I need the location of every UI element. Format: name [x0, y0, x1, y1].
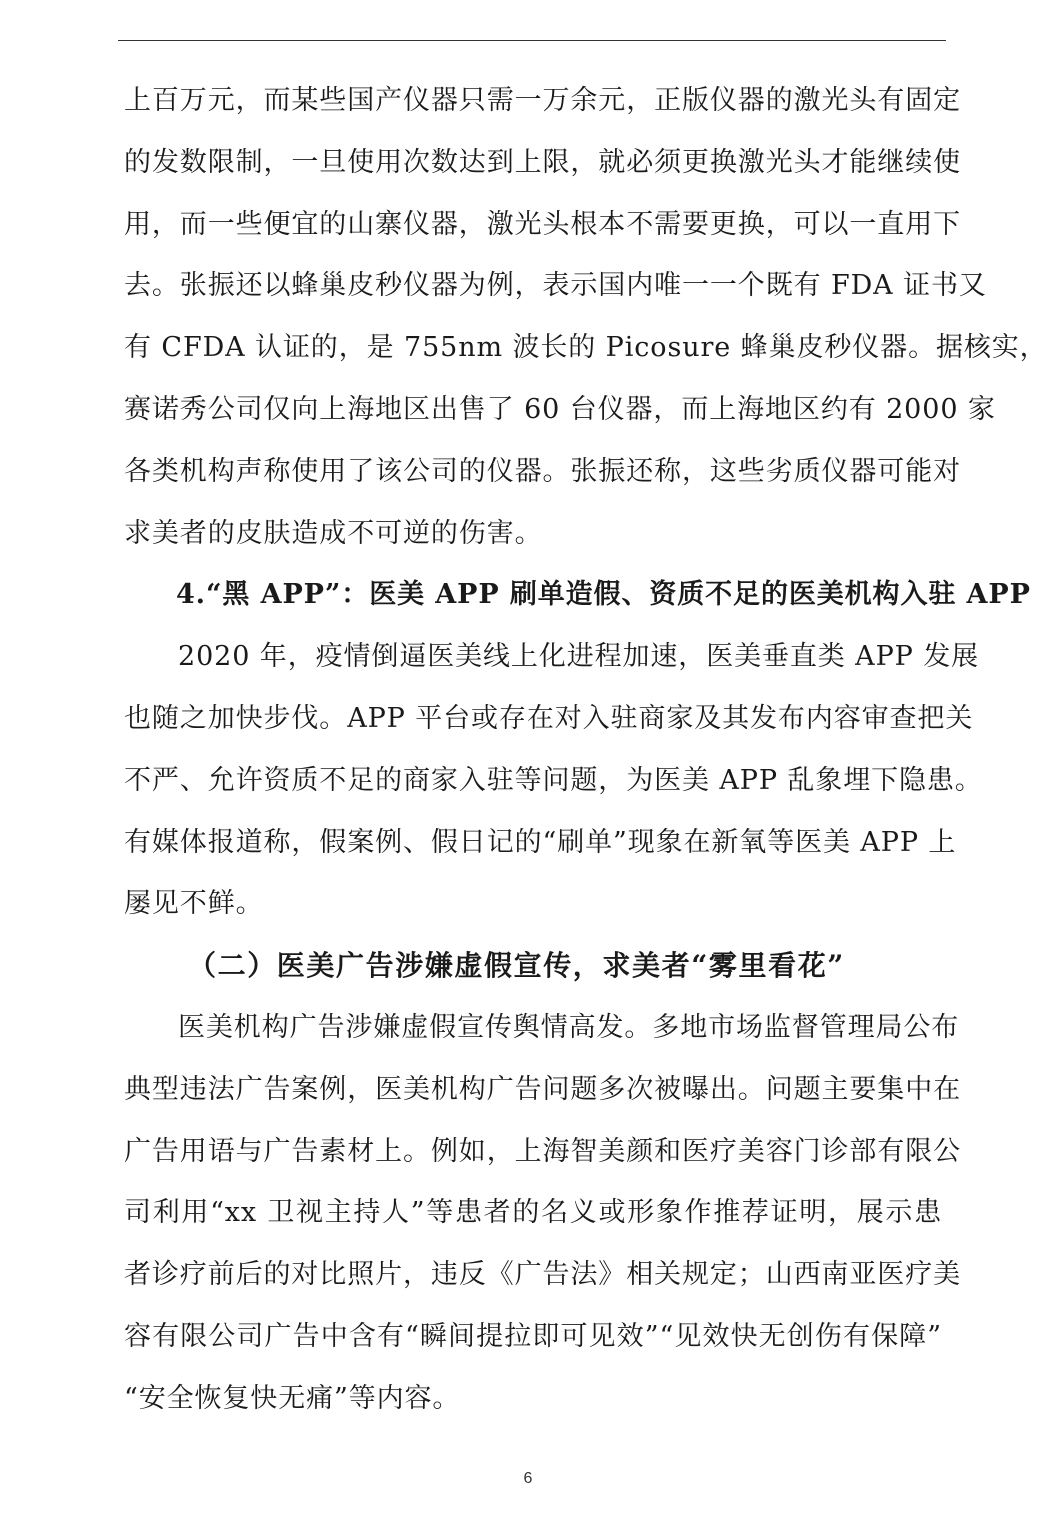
- body-line: 有媒体报道称，假案例、假日记的“刷单”现象在新氧等医美 APP 上: [124, 826, 957, 858]
- body-line: 用，而一些便宜的山寨仪器，激光头根本不需要更换，可以一直用下: [124, 208, 961, 240]
- body-line: 广告用语与广告素材上。例如，上海智美颜和医疗美容门诊部有限公: [124, 1135, 961, 1167]
- body-line: 典型违法广告案例，医美机构广告问题多次被曝出。问题主要集中在: [124, 1073, 961, 1105]
- body-line: 的发数限制，一旦使用次数达到上限，就必须更换激光头才能继续使: [124, 146, 961, 178]
- body-line: 也随之加快步伐。APP 平台或存在对入驻商家及其发布内容审查把关: [124, 702, 974, 734]
- body-line: 赛诺秀公司仅向上海地区出售了 60 台仪器，而上海地区约有 2000 家: [124, 393, 996, 425]
- document-body: [124, 70, 1048, 1430]
- body-line: “安全恢复快无痛”等内容。: [124, 1382, 461, 1414]
- body-line: 容有限公司广告中含有“瞬间提拉即可见效”“见效快无创伤有保障”: [124, 1320, 942, 1352]
- header-rule: [118, 40, 946, 41]
- body-line: 去。张振还以蜂巢皮秒仪器为例，表示国内唯一一个既有 FDA 证书又: [124, 270, 987, 302]
- body-line: 屡见不鲜。: [124, 888, 264, 920]
- body-line: 不严、允许资质不足的商家入驻等问题，为医美 APP 乱象埋下隐患。: [124, 764, 983, 796]
- subheading: 4.“黑 APP”：医美 APP 刷单造假、资质不足的医美机构入驻 APP: [176, 579, 1031, 611]
- body-line: 上百万元，而某些国产仪器只需一万余元，正版仪器的激光头有固定: [124, 85, 961, 116]
- page-number: 6: [523, 1470, 533, 1487]
- body-line: 2020 年，疫情倒逼医美线上化进程加速，医美垂直类 APP 发展: [178, 641, 979, 673]
- body-line: 医美机构广告涉嫌虚假宣传舆情高发。多地市场监督管理局公布: [178, 1011, 960, 1043]
- body-line: 求美者的皮肤造成不可逆的伤害。: [124, 517, 543, 549]
- section-title: （二）医美广告涉嫌虚假宣传，求美者“雾里看花”: [188, 949, 846, 983]
- body-line: 各类机构声称使用了该公司的仪器。张振还称，这些劣质仪器可能对: [124, 455, 961, 487]
- body-line: 司利用“xx 卫视主持人”等患者的名义或形象作推荐证明，展示患: [124, 1197, 942, 1229]
- body-line: 者诊疗前后的对比照片，违反《广告法》相关规定；山西南亚医疗美: [124, 1259, 961, 1291]
- body-line: 有 CFDA 认证的，是 755nm 波长的 Picosure 蜂巢皮秒仪器。据核实，: [124, 332, 1048, 364]
